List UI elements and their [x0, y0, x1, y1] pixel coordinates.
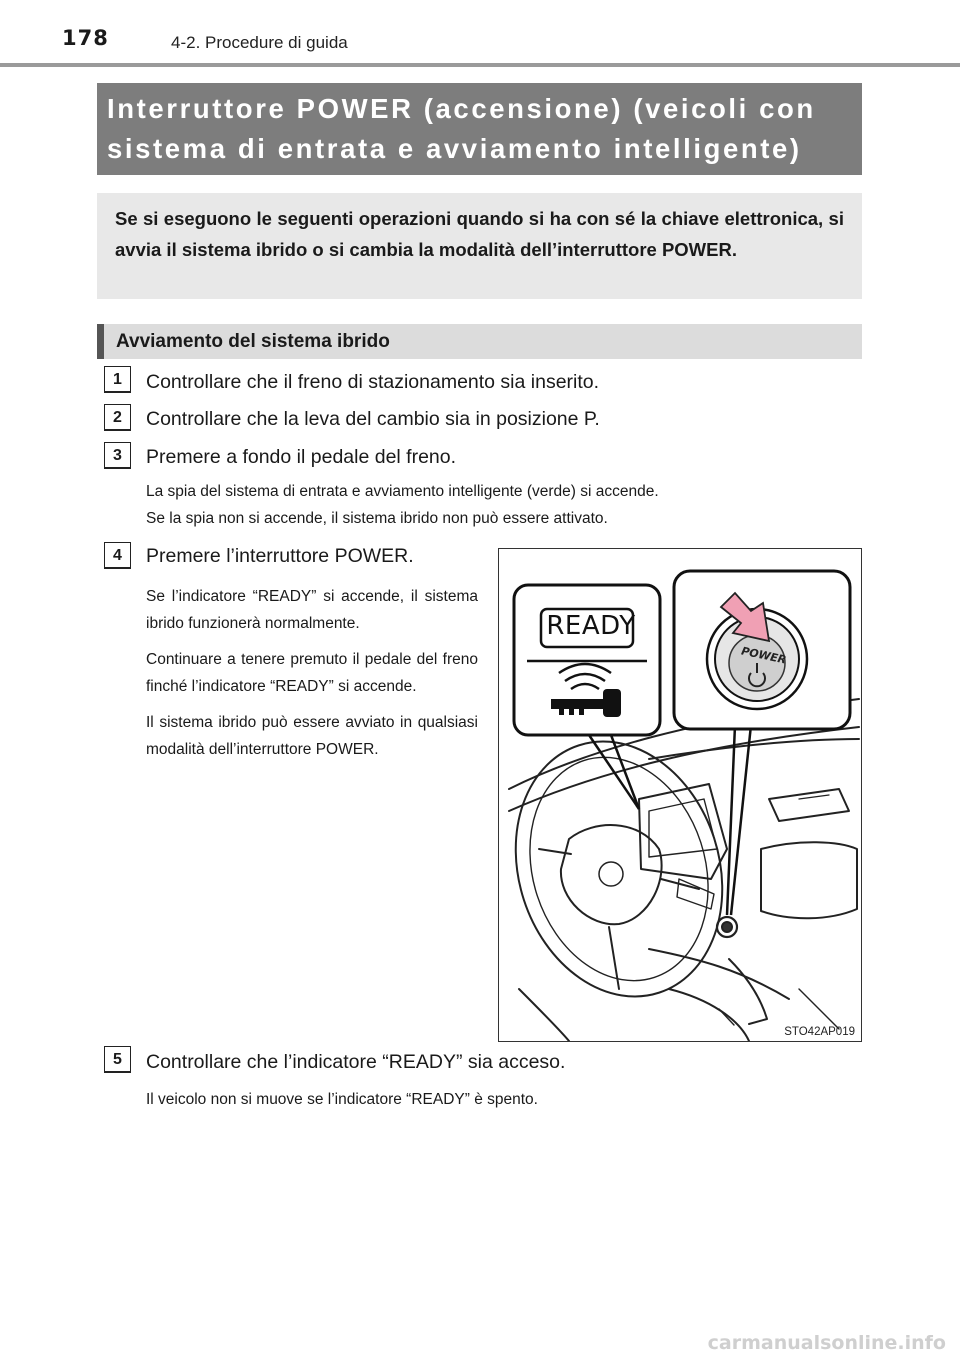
watermark: carmanualsonline.info — [707, 1332, 946, 1354]
header-rule — [0, 63, 960, 67]
step-number-3: 3 — [104, 442, 131, 469]
step-number-5: 5 — [104, 1046, 131, 1073]
step-5-note-1: Il veicolo non si muove se l’indicatore “READY” è spento. — [146, 1091, 538, 1108]
step-text-3: Premere a fondo il pedale del freno. — [146, 446, 457, 468]
step-4-note-3: Il sistema ibrido può essere avviato in qualsiasi modalità dell’interruttore POWER. — [146, 714, 478, 758]
step-3-note-2: Se la spia non si accende, il sistema ibrido non può essere attivato. — [146, 510, 608, 527]
step-text-4: Premere l’interruttore POWER. — [146, 545, 414, 567]
step-3-note-1: La spia del sistema di entrata e avviamento intelligente (verde) si accende. — [146, 483, 659, 500]
section-reference: 4-2. Procedure di guida — [171, 33, 348, 52]
intro-box: Se si eseguono le seguenti operazioni quando si ha con sé la chiave elettronica, si avvia il sistema ibrido o si cambia la modalità dell’interruttore POWER. — [97, 193, 862, 299]
subheading: Avviamento del sistema ibrido — [97, 324, 862, 359]
step-text-5: Controllare che l’indicatore “READY” sia acceso. — [146, 1051, 566, 1073]
page-number: 178 — [62, 26, 109, 50]
figure-code: STO42AP019 — [784, 1026, 855, 1038]
power-switch-figure — [498, 548, 862, 1042]
step-number-1: 1 — [104, 366, 131, 393]
step-4-body — [146, 583, 478, 772]
power-button-label: POWER — [740, 644, 788, 667]
step-number-2: 2 — [104, 404, 131, 431]
step-text-2: Controllare che la leva del cambio sia in posizione P. — [146, 408, 600, 430]
section-title-box — [97, 83, 862, 175]
step-4-note-2: Continuare a tenere premuto il pedale del freno finché l’indicatore “READY” si accende. — [146, 651, 478, 695]
ready-indicator-label: READY — [546, 611, 636, 641]
step-text-1: Controllare che il freno di stazionamento sia inserito. — [146, 371, 600, 393]
section-title-line-1: Interruttore POWER (accensione) (veicoli con — [107, 93, 816, 124]
section-title-line-2: sistema di entrata e avviamento intelligente) — [107, 133, 802, 164]
step-number-4: 4 — [104, 542, 131, 569]
step-4-note-1: Se l’indicatore “READY” si accende, il sistema ibrido funzionerà normalmente. — [146, 588, 478, 632]
